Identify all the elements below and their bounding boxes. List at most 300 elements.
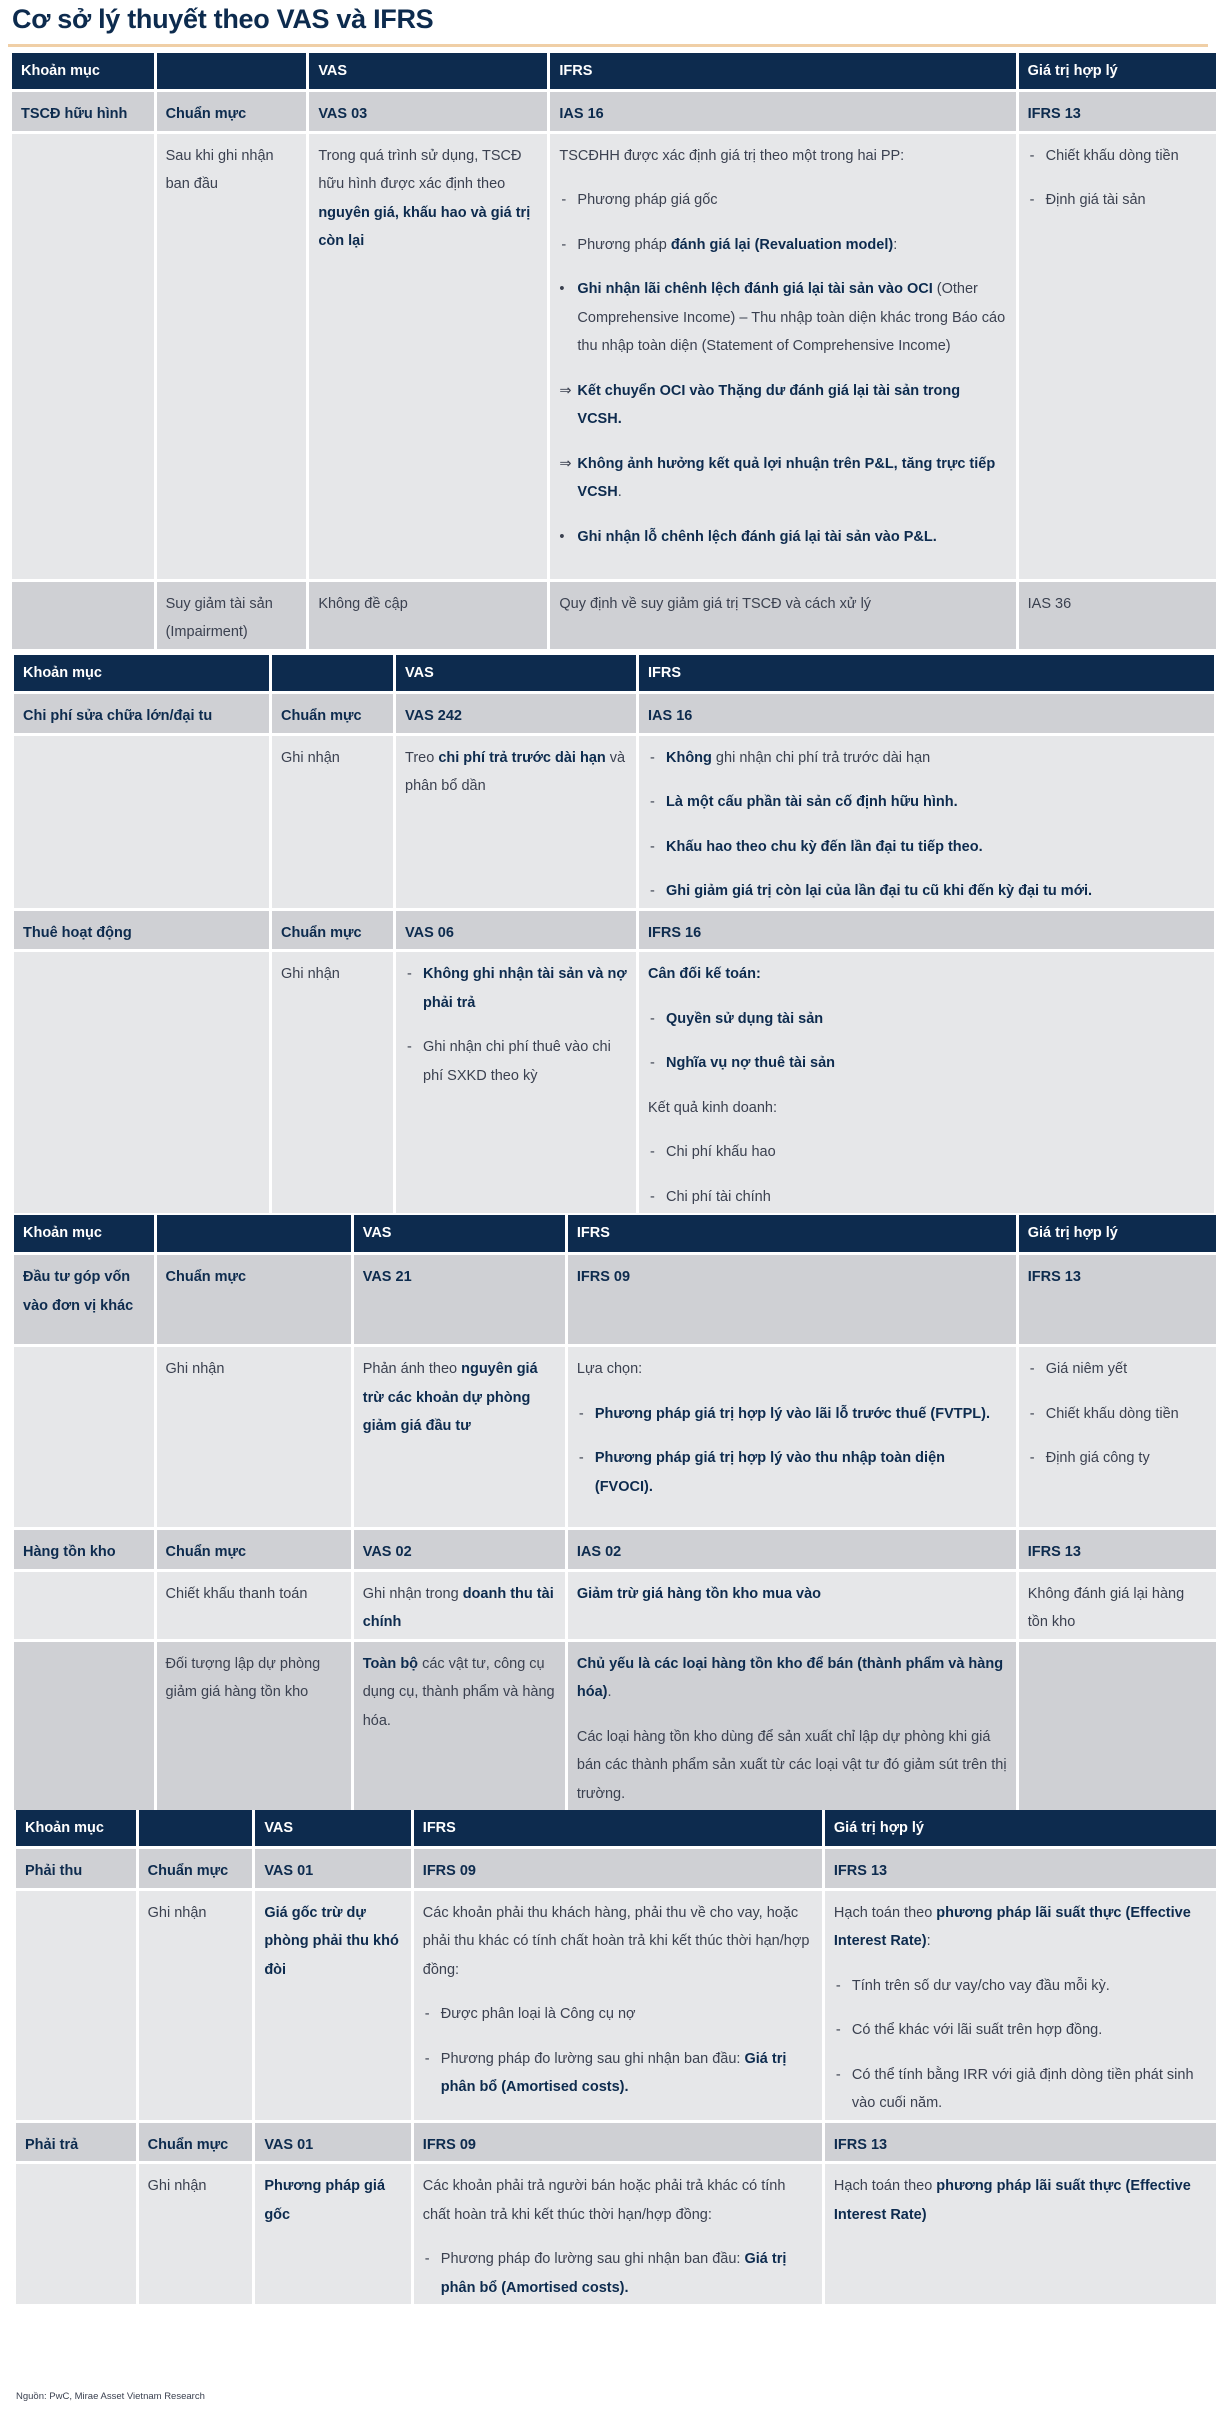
text-run: : [926, 1933, 931, 1949]
cell-text: Chuẩn mực [165, 1269, 247, 1285]
header-cell-fair-value [1019, 53, 1216, 89]
emphasis-text: đánh giá lại (Revaluation model) [670, 236, 894, 253]
text-run: Các loại hàng tồn kho dùng để sản xuất chỉ lập dự phòng khi giá bán các thành phẩm sản xuất từ các loại vật tư đó giảm sút trên thị trường. [576, 1728, 1007, 1802]
header-label: IFRS [576, 1225, 610, 1242]
cell-text: IFRS 09 [422, 1863, 476, 1879]
comparison-table-repairs-leases [11, 652, 1217, 1216]
header-label: Giá trị hợp lý [1027, 1225, 1118, 1242]
cell-vas [396, 911, 636, 950]
list-item [648, 877, 1205, 906]
emphasis-text: Ghi nhận lãi chênh lệch đánh giá lại tài sản vào OCI [577, 281, 933, 297]
paragraph [648, 1094, 1205, 1123]
table-row [12, 134, 1216, 579]
text-run: Phương pháp giá gốc [577, 192, 718, 208]
list-item [423, 2045, 813, 2102]
text-run: Ghi nhận chi phí thuê vào chi phí SXKD theo kỳ [423, 1039, 611, 1084]
dash-marker-icon: - [1029, 192, 1035, 208]
cell-text: IAS 02 [576, 1544, 622, 1560]
header-cell-vas [255, 1810, 410, 1846]
cell-text: Chuẩn mực [165, 106, 247, 122]
cell-text: Thuê hoạt động [23, 924, 132, 941]
cell-text: Sau khi ghi nhận ban đầu [165, 147, 274, 192]
cell-text: VAS 06 [405, 924, 454, 941]
cell-aspect [157, 92, 307, 131]
cell-fair-value [825, 1849, 1216, 1888]
cell-ifrs [414, 2164, 822, 2304]
text-run: Hạch toán theo [833, 2178, 937, 2194]
emphasis-text: Toàn bộ [362, 1655, 419, 1672]
text-run: TSCĐHH được xác định giá trị theo một trong hai PP: [559, 147, 905, 164]
dash-marker-icon: - [650, 1010, 655, 1027]
dash-marker-icon: - [424, 2050, 430, 2067]
cell-text: Ghi nhận [165, 1361, 225, 1377]
emphasis-text: Giá trị phân bổ (Amortised costs). [440, 2251, 787, 2296]
table-row [14, 1347, 1216, 1527]
header-label: VAS [318, 62, 348, 79]
text-run: Chi phí tài chính [666, 1188, 771, 1205]
emphasis-text: nguyên giá trừ các khoản dự phòng giảm giá đầu tư [362, 1361, 538, 1434]
paragraph [264, 1899, 401, 1985]
list-item [559, 275, 1006, 361]
cell-text: Chuẩn mực [281, 708, 362, 724]
dash-marker-icon: - [650, 1188, 655, 1205]
cell-text: Ghi nhận [147, 2178, 207, 2194]
cell-text: Chi phí sửa chữa lớn/đại tu [23, 708, 213, 724]
header-cell-ifrs [639, 655, 1214, 691]
header-cell-item [12, 53, 154, 89]
cell-text: IAS 16 [559, 106, 604, 122]
cell-item [14, 1255, 154, 1344]
text-run: Có thể khác với lãi suất trên hợp đồng. [851, 2022, 1103, 2038]
cell-text: IFRS 13 [1027, 1269, 1081, 1285]
emphasis-text: Chủ yếu là các loại hàng tồn kho để bán (thành phẩm và hàng hóa) [576, 1655, 1004, 1700]
text-run: Phương pháp đo lường sau ghi nhận ban đầu: [440, 2050, 745, 2067]
header-label: Khoản mục [23, 1225, 102, 1242]
header-cell-vas [396, 655, 636, 691]
cell-fair-value [1019, 1255, 1216, 1344]
emphasis-text: Phương pháp giá trị hợp lý vào thu nhập toàn diện (FVOCI). [594, 1450, 945, 1495]
text-run: Treo [405, 749, 439, 766]
cell-text: Chuẩn mực [281, 924, 362, 941]
cell-text: Chuẩn mực [147, 1863, 229, 1879]
cell-vas [354, 1347, 565, 1527]
dash-marker-icon: - [650, 1144, 655, 1160]
text-run: Các khoản phải trả người bán hoặc phải trả khác có tính chất hoàn trả khi kết thúc thời hạn/hợp đồng: [422, 2178, 786, 2223]
list-item [648, 833, 1205, 862]
text-run: Có thể tính bằng IRR với giả định dòng tiền phát sinh vào cuối năm. [851, 2066, 1194, 2111]
cell-fair-value [1019, 1530, 1216, 1569]
list-item [559, 377, 1006, 434]
cell-vas [354, 1255, 565, 1344]
section-row [14, 694, 1214, 733]
bullet-marker-icon: • [559, 528, 565, 545]
cell-text: VAS 21 [362, 1269, 412, 1285]
list-item [648, 1049, 1205, 1078]
emphasis-text: nguyên giá, khấu hao và giá trị còn lại [318, 204, 531, 249]
dash-marker-icon: - [578, 1450, 584, 1466]
cell-fair-value [1019, 92, 1216, 131]
emphasis-text: doanh thu tài chính [362, 1585, 554, 1630]
list-item [405, 960, 627, 1017]
text-run: . [617, 484, 622, 500]
cell-fair-value [825, 2164, 1216, 2304]
header-label: IFRS [559, 62, 593, 79]
comparison-table-investments-inventory [11, 1212, 1219, 1813]
table-header-row [12, 53, 1216, 89]
header-label: VAS [405, 664, 434, 681]
paragraph [363, 1650, 556, 1736]
arrow-marker-icon: ⇒ [559, 455, 572, 472]
section-row [14, 1530, 1216, 1569]
cell-aspect [139, 1849, 253, 1888]
table-row [16, 2164, 1216, 2304]
text-run: Hạch toán theo [833, 1904, 937, 1921]
text-run: Phản ánh theo [362, 1361, 462, 1377]
cell-aspect [157, 1347, 351, 1527]
cell-text: Quy định về suy giảm giá trị TSCĐ và cách xử lý [559, 595, 872, 612]
page-title: Cơ sở lý thuyết theo VAS và IFRS [12, 4, 434, 34]
text-run: Giá niêm yết [1045, 1361, 1128, 1377]
cell-ifrs [550, 582, 1015, 649]
cell-ifrs [568, 1572, 1016, 1639]
paragraph [648, 960, 1205, 989]
header-cell-aspect [139, 1810, 253, 1846]
cell-fair-value [1019, 134, 1216, 579]
text-run: . [607, 1684, 612, 1700]
paragraph [577, 1723, 1007, 1809]
dash-marker-icon: - [424, 2251, 430, 2267]
paragraph [423, 2172, 813, 2229]
dash-marker-icon: - [650, 749, 655, 766]
list-item [423, 2000, 813, 2029]
dash-marker-icon: - [1029, 1450, 1035, 1466]
cell-item [14, 694, 269, 733]
dash-marker-icon: - [561, 192, 567, 208]
header-label: Khoản mục [23, 664, 102, 681]
dash-marker-icon: - [835, 1977, 841, 1994]
cell-item [16, 2123, 136, 2162]
cell-ifrs [414, 1849, 822, 1888]
header-cell-ifrs [568, 1215, 1016, 1252]
cell-item [14, 736, 269, 908]
list-item [559, 231, 1006, 260]
title-divider [8, 44, 1208, 47]
list-item [648, 1138, 1205, 1167]
cell-ifrs [639, 911, 1214, 950]
header-cell-vas [354, 1215, 565, 1252]
cell-item [14, 1642, 154, 1811]
cell-aspect [157, 134, 307, 579]
cell-item [16, 2164, 136, 2304]
paragraph [577, 1355, 1007, 1384]
header-cell-fair-value [825, 1810, 1216, 1846]
cell-text: IFRS 13 [833, 1863, 888, 1879]
cell-aspect [157, 1255, 351, 1344]
cell-text: Chiết khấu thanh toán [165, 1585, 308, 1602]
section-row [14, 1255, 1216, 1344]
list-item [559, 523, 1006, 552]
list-item [1028, 1400, 1207, 1429]
list-item [648, 744, 1205, 773]
cell-text: IAS 36 [1027, 595, 1072, 612]
dash-marker-icon: - [1029, 1405, 1035, 1422]
cell-fair-value [1019, 582, 1216, 649]
paragraph [363, 1580, 556, 1637]
cell-text: Ghi nhận [281, 749, 340, 766]
cell-vas [255, 1849, 410, 1888]
cell-item [12, 134, 154, 579]
emphasis-text: Không ghi nhận tài sản và nợ phải trả [423, 966, 627, 1011]
text-run: Tính trên số dư vay/cho vay đầu mỗi kỳ. [851, 1977, 1110, 1994]
cell-text: Suy giảm tài sản (Impairment) [165, 595, 273, 640]
paragraph [834, 2172, 1207, 2229]
list-item [834, 2061, 1207, 2118]
paragraph [577, 1580, 1007, 1609]
emphasis-text: Giá gốc trừ dự phòng phải thu khó đòi [264, 1904, 399, 1978]
dash-marker-icon: - [407, 966, 412, 982]
cell-aspect [272, 736, 393, 908]
text-run: Chiết khấu dòng tiền [1045, 147, 1179, 164]
list-item [423, 2245, 813, 2302]
table-row [12, 582, 1216, 649]
dash-marker-icon: - [407, 1039, 412, 1055]
cell-text: IFRS 16 [648, 924, 702, 941]
cell-text: Ghi nhận [147, 1904, 207, 1921]
emphasis-text: phương pháp lãi suất thực (Effective Interest Rate) [833, 2178, 1191, 2223]
text-run: Trong quá trình sử dụng, TSCĐ hữu hình được xác định theo [318, 147, 522, 192]
table-row [14, 1572, 1216, 1639]
header-cell-item [16, 1810, 136, 1846]
cell-vas [396, 736, 636, 908]
cell-vas [255, 2123, 410, 2162]
paragraph [559, 142, 1006, 171]
cell-item [14, 1530, 154, 1569]
cell-text: Ghi nhận [281, 966, 340, 982]
cell-item [14, 1347, 154, 1527]
source-note: Nguồn: PwC, Mirae Asset Vietnam Research [16, 2391, 205, 2402]
paragraph [834, 1899, 1207, 1956]
emphasis-text: Là một cấu phần tài sản cố định hữu hình. [666, 794, 958, 810]
cell-aspect [157, 582, 307, 649]
cell-text: Đầu tư góp vốn vào đơn vị khác [23, 1269, 134, 1314]
header-label: VAS [362, 1225, 392, 1242]
cell-ifrs [568, 1530, 1016, 1569]
emphasis-text: Ghi giảm giá trị còn lại của lần đại tu cũ khi đến kỳ đại tu mới. [666, 883, 1093, 899]
emphasis-text: chi phí trả trước dài hạn [438, 749, 606, 766]
emphasis-text: Giảm trừ giá hàng tồn kho mua vào [576, 1585, 822, 1602]
cell-text: Phải thu [25, 1863, 83, 1879]
cell-vas [354, 1572, 565, 1639]
list-item [834, 1972, 1207, 2001]
cell-text: VAS 01 [264, 2136, 314, 2153]
cell-text: Không đề cập [318, 595, 408, 612]
cell-text: Hàng tồn kho [23, 1544, 116, 1560]
header-label: Khoản mục [21, 62, 100, 79]
header-cell-vas [309, 53, 547, 89]
cell-fair-value [825, 2123, 1216, 2162]
list-item [1028, 1444, 1207, 1473]
emphasis-text: Khấu hao theo chu kỳ đến lần đại tu tiếp theo. [666, 838, 983, 855]
header-label: IFRS [422, 1819, 456, 1836]
list-item [577, 1400, 1007, 1429]
cell-ifrs [550, 92, 1015, 131]
cell-vas [309, 134, 547, 579]
emphasis-text: Không ảnh hưởng kết quả lợi nhuận trên P&L, tăng trực tiếp VCSH [577, 455, 996, 500]
emphasis-text: Nghĩa vụ nợ thuê tài sản [666, 1055, 836, 1071]
list-item [1028, 186, 1207, 215]
emphasis-text: Cân đối kế toán: [648, 966, 761, 982]
list-item [405, 1033, 627, 1090]
cell-vas [309, 92, 547, 131]
cell-ifrs [568, 1347, 1016, 1527]
cell-fair-value [825, 1891, 1216, 2120]
cell-aspect [139, 2164, 253, 2304]
cell-text: VAS 01 [264, 1863, 314, 1879]
emphasis-text: Phương pháp giá trị hợp lý vào lãi lỗ trước thuế (FVTPL). [594, 1405, 990, 1422]
list-item [648, 1183, 1205, 1212]
cell-item [12, 582, 154, 649]
header-cell-ifrs [550, 53, 1015, 89]
header-cell-aspect [272, 655, 393, 691]
text-run: Chiết khấu dòng tiền [1045, 1405, 1179, 1422]
section-row [16, 1849, 1216, 1888]
text-run: Định giá công ty [1045, 1450, 1150, 1466]
cell-text: Chuẩn mực [165, 1544, 247, 1560]
cell-aspect [139, 2123, 253, 2162]
emphasis-text: Giá trị phân bổ (Amortised costs). [440, 2050, 787, 2095]
section-row [14, 911, 1214, 950]
cell-item [16, 1891, 136, 2120]
cell-aspect [139, 1891, 253, 2120]
paragraph [423, 1899, 813, 1985]
header-label: IFRS [648, 664, 682, 681]
cell-ifrs [639, 952, 1214, 1213]
cell-vas [396, 952, 636, 1213]
text-run: Phương pháp [577, 236, 671, 253]
cell-aspect [157, 1642, 351, 1811]
dash-marker-icon: - [1029, 1361, 1035, 1377]
text-run: Định giá tài sản [1045, 192, 1146, 208]
cell-aspect [272, 694, 393, 733]
header-label: VAS [264, 1819, 294, 1836]
cell-vas [354, 1642, 565, 1811]
cell-text: VAS 02 [362, 1544, 412, 1560]
cell-ifrs [550, 134, 1015, 579]
list-item [559, 450, 1006, 507]
cell-item [14, 1572, 154, 1639]
dash-marker-icon: - [578, 1405, 584, 1422]
cell-text: IFRS 13 [833, 2136, 888, 2153]
cell-ifrs [639, 736, 1214, 908]
text-run: Chi phí khấu hao [666, 1144, 776, 1160]
cell-text: Đối tượng lập dự phòng giảm giá hàng tồn kho [165, 1655, 321, 1700]
dash-marker-icon: - [650, 838, 655, 855]
table-row [14, 736, 1214, 908]
section-row [12, 92, 1216, 131]
text-run: Ghi nhận trong [362, 1585, 463, 1602]
cell-item [16, 1849, 136, 1888]
text-run: Lựa chọn: [576, 1361, 643, 1377]
section-row [16, 2123, 1216, 2162]
cell-fair-value [1019, 1642, 1216, 1811]
cell-text: IAS 16 [648, 708, 693, 724]
bullet-marker-icon: • [559, 281, 565, 297]
emphasis-text: Ghi nhận lỗ chênh lệch đánh giá lại tài sản vào P&L. [577, 528, 937, 545]
list-item [648, 788, 1205, 817]
cell-aspect [157, 1530, 351, 1569]
text-run: ghi nhận chi phí trả trước dài hạn [711, 749, 931, 766]
paragraph [264, 2172, 401, 2229]
cell-aspect [157, 1572, 351, 1639]
cell-ifrs [414, 2123, 822, 2162]
text-run: (Other Comprehensive Income) – Thu nhập toàn diện khác trong Báo cáo thu nhập toàn diện (Statement of Comprehensive Income) [577, 281, 1006, 354]
header-cell-ifrs [414, 1810, 822, 1846]
cell-aspect [272, 911, 393, 950]
cell-ifrs [639, 694, 1214, 733]
cell-text: TSCĐ hữu hình [21, 106, 128, 122]
cell-text: IFRS 13 [1027, 1544, 1081, 1560]
cell-vas [255, 1891, 410, 2120]
list-item [577, 1444, 1007, 1501]
cell-ifrs [414, 1891, 822, 2120]
table-header-row [14, 1215, 1216, 1252]
table-header-row [14, 655, 1214, 691]
header-label: Giá trị hợp lý [1027, 62, 1118, 79]
cell-vas [309, 582, 547, 649]
cell-ifrs [568, 1255, 1016, 1344]
arrow-marker-icon: ⇒ [559, 382, 572, 399]
dash-marker-icon: - [835, 2066, 841, 2083]
dash-marker-icon: - [835, 2022, 841, 2038]
paragraph [405, 744, 627, 801]
emphasis-text: Kết chuyển OCI vào Thặng dư đánh giá lại tài sản trong VCSH. [577, 382, 961, 427]
comparison-table-receivables-payables [13, 1807, 1219, 2307]
text-run: : [893, 236, 898, 253]
cell-fair-value [1019, 1347, 1216, 1527]
paragraph [577, 1650, 1007, 1707]
text-run: Kết quả kinh doanh: [648, 1099, 777, 1116]
cell-vas [354, 1530, 565, 1569]
dash-marker-icon: - [424, 2006, 430, 2022]
text-run: Các khoản phải thu khách hàng, phải thu về cho vay, hoặc phải thu khác có tính chất hoàn trả khi kết thúc thời hạn/hợp đồng: [422, 1904, 810, 1978]
cell-vas [396, 694, 636, 733]
cell-text: Không đánh giá lại hàng tồn kho [1027, 1585, 1185, 1630]
header-cell-aspect [157, 1215, 351, 1252]
text-run: Phương pháp đo lường sau ghi nhận ban đầu: [440, 2251, 745, 2267]
header-label: Giá trị hợp lý [833, 1819, 924, 1836]
cell-text: VAS 03 [318, 106, 368, 122]
table-header-row [16, 1810, 1216, 1846]
text-run: và phân bổ dần [405, 749, 626, 794]
header-cell-item [14, 655, 269, 691]
list-item [648, 1005, 1205, 1034]
header-cell-fair-value [1019, 1215, 1216, 1252]
emphasis-text: Phương pháp giá gốc [264, 2178, 386, 2223]
dash-marker-icon: - [650, 794, 655, 810]
table-row [16, 1891, 1216, 2120]
table-row [14, 952, 1214, 1213]
cell-text: IFRS 09 [576, 1269, 631, 1285]
emphasis-text: Không [666, 749, 712, 766]
list-item [1028, 142, 1207, 171]
paragraph [318, 142, 538, 256]
dash-marker-icon: - [1029, 147, 1035, 164]
cell-item [14, 911, 269, 950]
list-item [834, 2016, 1207, 2045]
cell-text: Phải trả [25, 2136, 79, 2153]
list-item [1028, 1355, 1207, 1384]
cell-aspect [272, 952, 393, 1213]
